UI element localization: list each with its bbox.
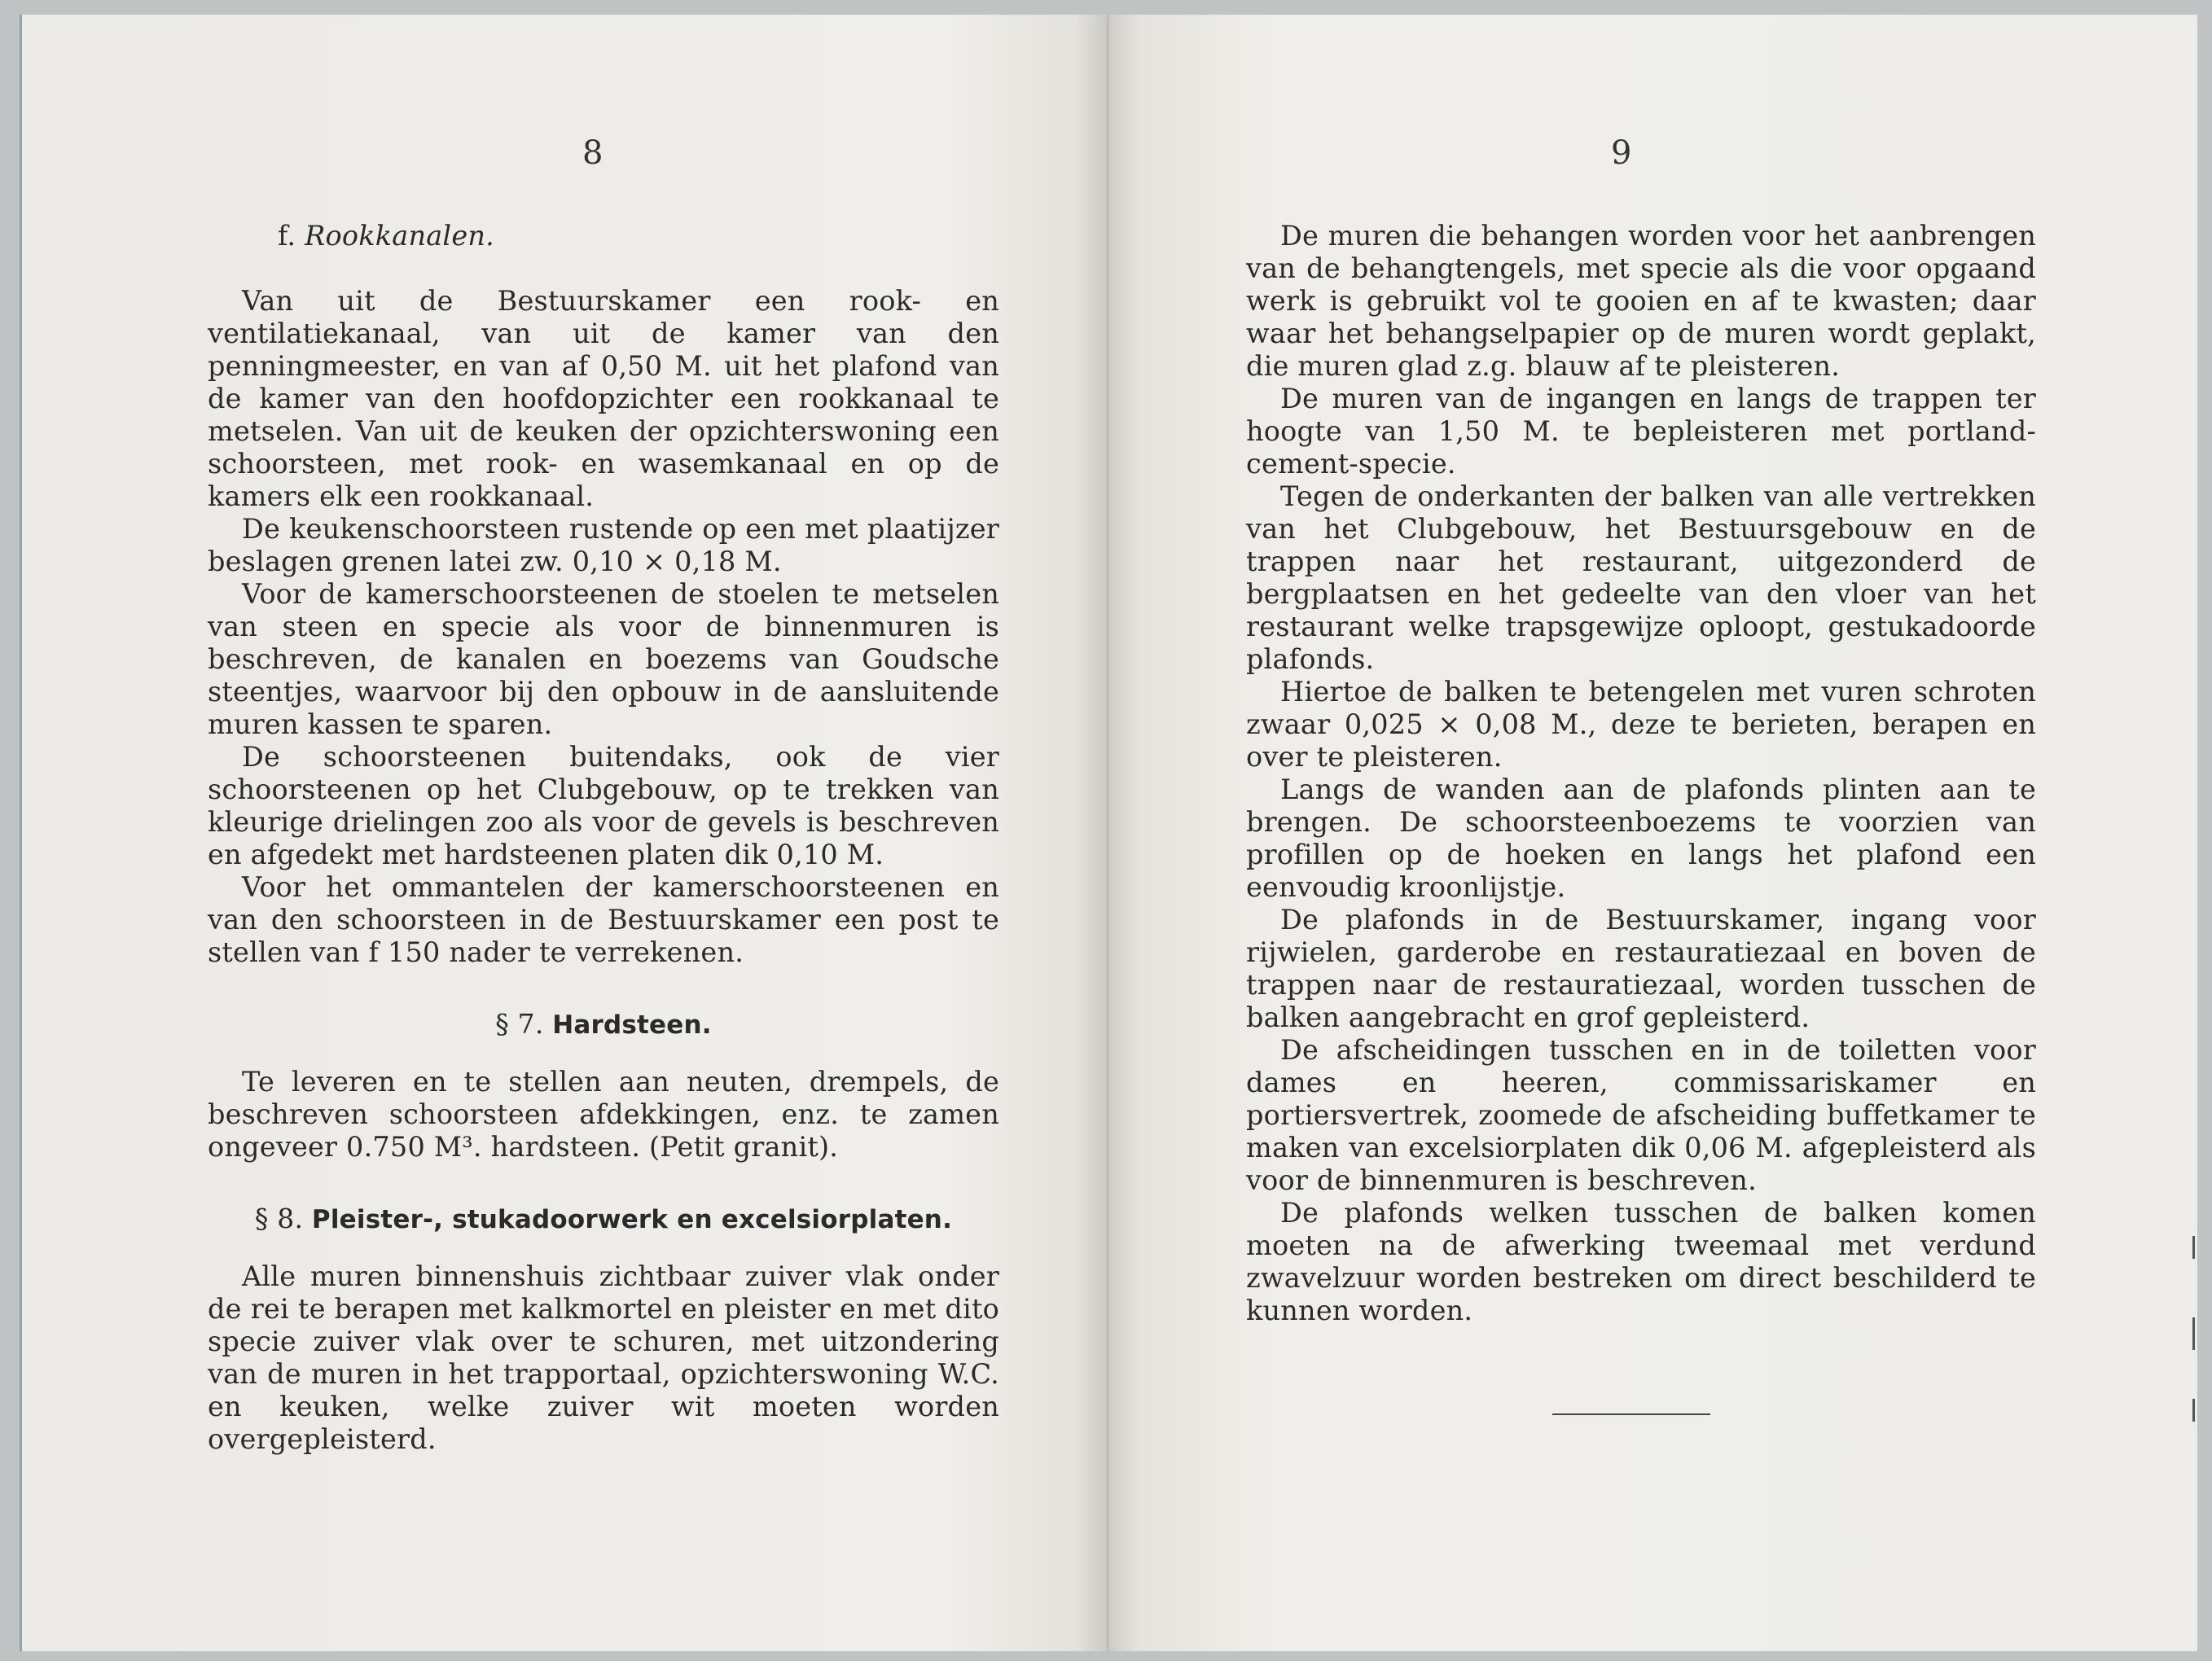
- section-number: § 8.: [254, 1203, 304, 1234]
- page-number: 8: [582, 134, 603, 172]
- paragraph: Te leveren en te stellen aan neuten, drempels, de beschreven schoorsteen afdekkingen, enz. te zamen ongeveer 0.750 M³. hardsteen. (Petit granit).: [208, 1066, 999, 1163]
- edge-mark: [2192, 1317, 2195, 1350]
- paragraph: De muren die behangen worden voor het aanbrengen van de behangtengels, met specie als die voor opgaand werk is gebruikt vol te gooien en af te kwasten; daar waar het behangselpapier op de muren wordt geplakt, die muren glad z.g. blauw af te pleisteren.: [1246, 220, 2036, 382]
- paragraph: Langs de wanden aan de plafonds plinten aan te brengen. De schoorsteenboezems te voorzien van profillen op de hoeken en langs het plafond een eenvoudig kroonlijstje.: [1246, 774, 2036, 903]
- section-title: Hardsteen.: [552, 1010, 712, 1040]
- right-page-text: [1246, 220, 2036, 1327]
- paragraph: De schoorsteenen buitendaks, ook de vier schoorsteenen op het Clubgebouw, op te trekken van kleurige drielingen zoo als voor de gevels is beschreven en afgedekt met hardsteenen platen dik 0,10 M.: [208, 741, 999, 870]
- page-number: 9: [1611, 134, 1632, 172]
- paragraph: Van uit de Bestuurskamer een rook- en ventilatiekanaal, van uit de kamer van den penningmeester, en van af 0,50 M. uit het plafond van de kamer van den hoofdopzichter een rookkanaal te metselen. Van uit de keuken der opzichterswoning een schoorsteen, met rook- en wasemkanaal en op de kamers elk een rookkanaal.: [208, 285, 999, 512]
- paragraph: De muren van de ingangen en langs de trappen ter hoogte van 1,50 M. te bepleisteren met portland-cement-specie.: [1246, 383, 2036, 480]
- right-page: [1109, 15, 2197, 1651]
- subsection-title: Rookkanalen.: [305, 220, 494, 252]
- section-8-heading: [208, 1203, 999, 1236]
- section-7-heading: [208, 1008, 999, 1041]
- paragraph: Voor het ommantelen der kamerschoorsteenen en van den schoorsteen in de Bestuurskamer een post te stellen van f 150 nader te verrekenen.: [208, 871, 999, 968]
- subsection-label: f.: [278, 220, 296, 252]
- subsection-heading: [278, 220, 999, 252]
- paragraph: Tegen de onderkanten der balken van alle vertrekken van het Clubgebouw, het Bestuursgebouw en de trappen naar het restaurant, uitgezonderd de bergplaatsen en het gedeelte van den vloer van het restaurant welke trapsgewijze oploopt, gestukadoorde plafonds.: [1246, 480, 2036, 675]
- paragraph: Alle muren binnenshuis zichtbaar zuiver vlak onder de rei te berapen met kalkmortel en pleister en met dito specie zuiver vlak over te schuren, met uitzondering van de muren in het trapportaal, opzichterswoning W.C. en keuken, welke zuiver wit moeten worden overgepleisterd.: [208, 1260, 999, 1455]
- left-page-text: [208, 220, 999, 1456]
- paragraph: De plafonds welken tusschen de balken komen moeten na de afwerking tweemaal met verdund zwavelzuur worden bestreken om direct beschilderd te kunnen worden.: [1246, 1197, 2036, 1326]
- edge-mark: [2192, 1399, 2195, 1422]
- paragraph: Hiertoe de balken te betengelen met vuren schroten zwaar 0,025 × 0,08 M., deze te berieten, berapen en over te pleisteren.: [1246, 676, 2036, 773]
- section-title: Pleister-, stukadoorwerk en excelsiorplaten.: [311, 1205, 953, 1234]
- paragraph: De plafonds in de Bestuurskamer, ingang voor rijwielen, garderobe en restauratiezaal en boven de trappen naar de restauratiezaal, worden tusschen de balken aangebracht en grof gepleisterd.: [1246, 904, 2036, 1033]
- edge-mark: [2192, 1236, 2195, 1259]
- end-rule: [1552, 1413, 1710, 1415]
- section-number: § 7.: [495, 1008, 544, 1040]
- left-page: [20, 15, 1109, 1651]
- paragraph: De keukenschoorsteen rustende op een met plaatijzer beslagen grenen latei zw. 0,10 × 0,18 M.: [208, 513, 999, 577]
- paragraph: Voor de kamerschoorsteenen de stoelen te metselen van steen en specie als voor de binnenmuren is beschreven, de kanalen en boezems van Goudsche steentjes, waarvoor bij den opbouw in de aansluitende muren kassen te sparen.: [208, 578, 999, 740]
- paragraph: De afscheidingen tusschen en in de toiletten voor dames en heeren, commissariskamer en portiersvertrek, zoomede de afscheiding buffetkamer te maken van excelsiorplaten dik 0,06 M. afgepleisterd als voor de binnenmuren is beschreven.: [1246, 1034, 2036, 1196]
